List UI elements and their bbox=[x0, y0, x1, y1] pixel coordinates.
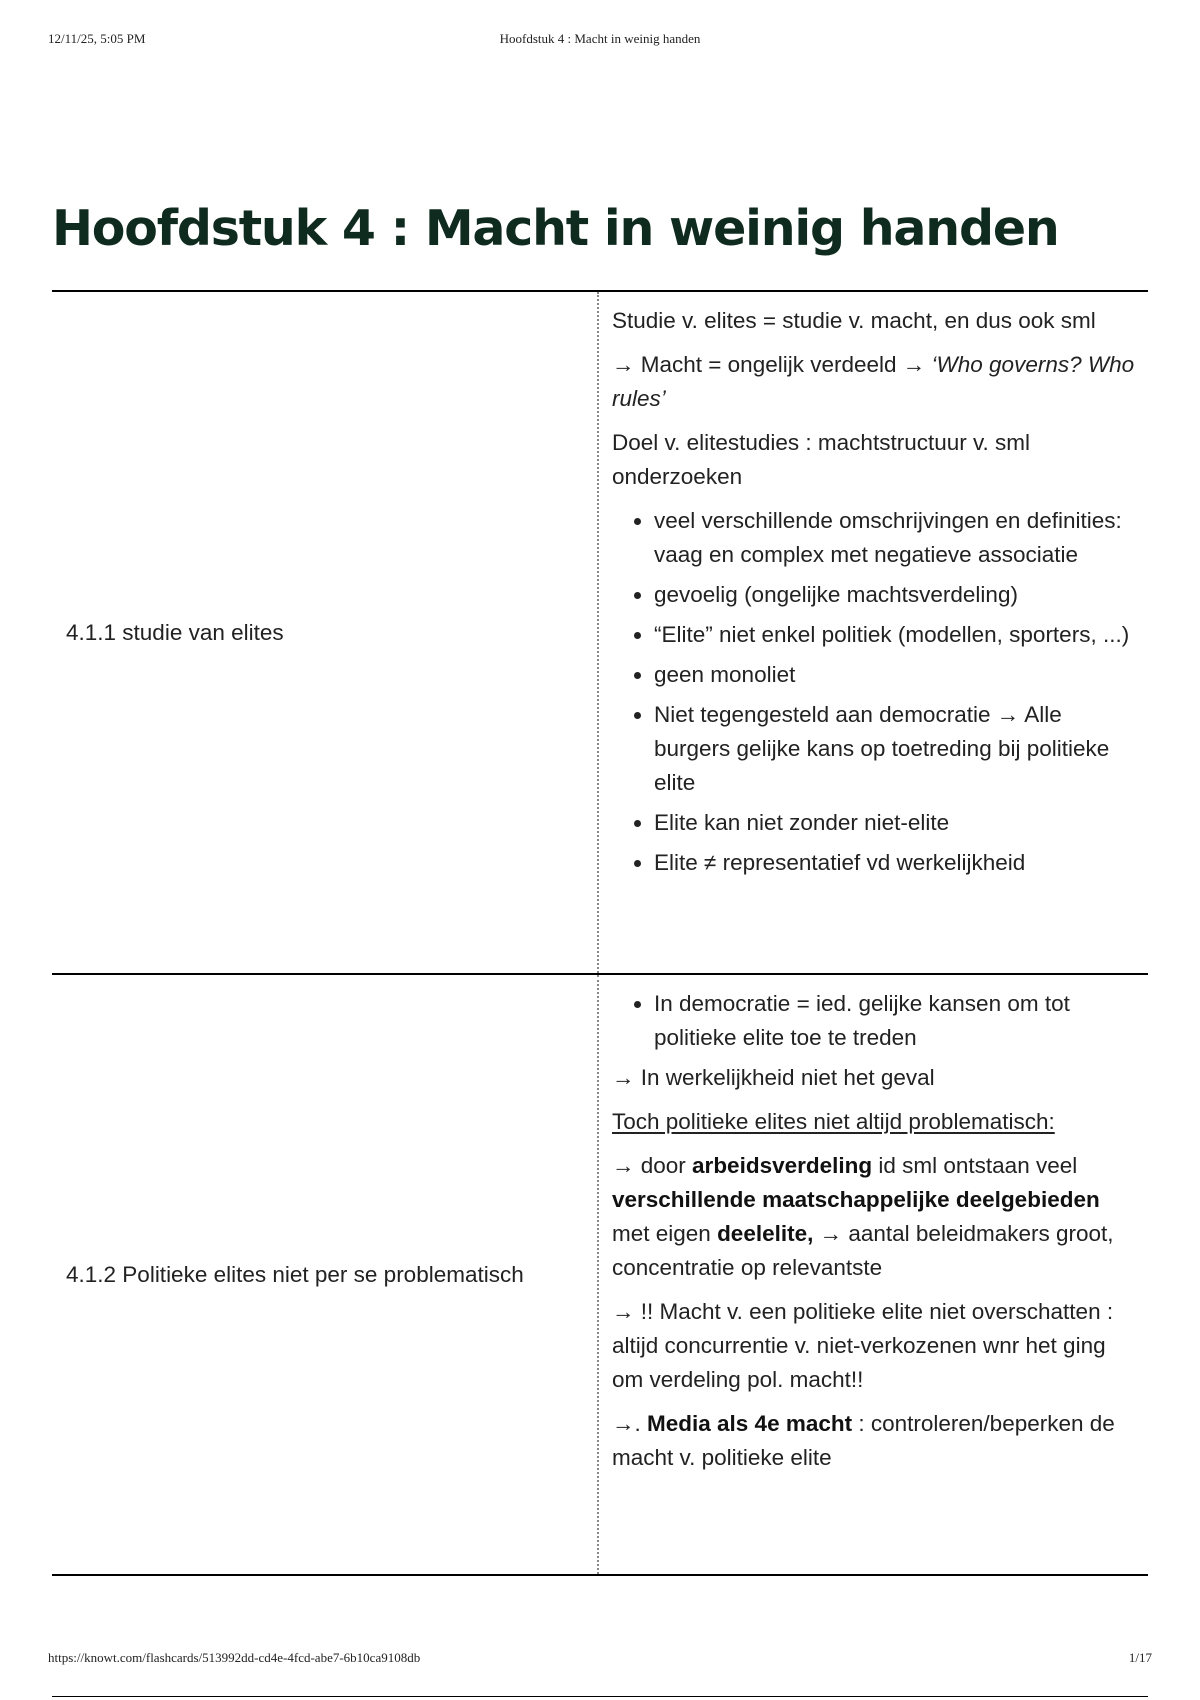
bullet-item: • Elite kan niet zonder niet-elite bbox=[654, 806, 1138, 840]
definition-text: → Macht = ongelijk verdeeld → bbox=[612, 352, 932, 377]
definition-paragraph bbox=[612, 348, 1138, 416]
definition-text: →. bbox=[612, 1411, 648, 1436]
definition-paragraph: Studie v. elites = studie v. macht, en dus ook sml bbox=[612, 308, 1096, 333]
print-header bbox=[48, 31, 1152, 51]
card-definition bbox=[599, 292, 1148, 973]
definition-text: → aantal beleidmakers groot, concentratie op relevantste bbox=[612, 1221, 1114, 1280]
card-term bbox=[52, 292, 599, 973]
definition-text: → door bbox=[612, 1153, 693, 1178]
print-date: 12/11/25, 5:05 PM bbox=[48, 31, 146, 46]
bullet-item: • veel verschillende omschrijvingen en definities: vaag en complex met negatieve associatie bbox=[654, 504, 1138, 572]
definition-paragraph: → In werkelijkheid niet het geval bbox=[612, 1065, 935, 1090]
definition-paragraph bbox=[612, 1407, 1138, 1475]
definition-text: : controleren/beperken de macht v. politieke elite bbox=[612, 1411, 1115, 1470]
definition-bold-text: arbeidsverdeling bbox=[692, 1153, 873, 1178]
definition-paragraph: Doel v. elitestudies : machtstructuur v. sml onderzoeken bbox=[612, 430, 1031, 489]
definition-text: met eigen bbox=[612, 1221, 718, 1246]
card-definition bbox=[599, 975, 1148, 1574]
definition-italic-text: ‘Who governs? Who rules’ bbox=[612, 352, 1135, 411]
definition-underlined-text: Toch politieke elites niet altijd problematisch: bbox=[612, 1109, 1055, 1134]
print-footer bbox=[48, 1650, 1152, 1670]
flashcard-table bbox=[52, 290, 1148, 1576]
page-title: Hoofdstuk 4 : Macht in weinig handen bbox=[52, 200, 1059, 257]
definition-bold-text: verschillende maatschappelijke deelgebieden bbox=[612, 1187, 1100, 1212]
flashcard-row bbox=[52, 290, 1148, 973]
bullet-item: • In democratie = ied. gelijke kansen om tot politieke elite toe te treden bbox=[654, 987, 1138, 1055]
definition-bold-text: Media als 4e macht bbox=[647, 1411, 853, 1436]
flashcard-row bbox=[52, 973, 1148, 1576]
card-term-text: 4.1.1 studie van elites bbox=[66, 619, 284, 645]
page-bottom-rule bbox=[52, 1696, 1148, 1697]
card-term bbox=[52, 975, 599, 1574]
definition-paragraph bbox=[612, 1149, 1138, 1285]
bullet-item: • gevoelig (ongelijke machtsverdeling) bbox=[654, 578, 1138, 612]
bullet-item: • Niet tegengesteld aan democratie → Alle burgers gelijke kans op toetreding bij politieke elite bbox=[654, 698, 1138, 800]
page-number: 1/17 bbox=[1128, 1650, 1152, 1665]
definition-paragraph: → !! Macht v. een politieke elite niet overschatten : altijd concurrentie v. niet-verkozenen wnr het ging om verdeling pol. macht!! bbox=[612, 1299, 1114, 1392]
source-url: https://knowt.com/flashcards/513992dd-cd4e-4fcd-abe7-6b10ca9108db bbox=[48, 1650, 421, 1665]
print-doc-title: Hoofdstuk 4 : Macht in weinig handen bbox=[499, 31, 701, 46]
bullet-item: • Elite ≠ representatief vd werkelijkheid bbox=[654, 846, 1138, 880]
definition-text: id sml ontstaan veel bbox=[872, 1153, 1078, 1178]
bullet-item: • “Elite” niet enkel politiek (modellen, sporters, ...) bbox=[654, 618, 1138, 652]
definition-bullet-list bbox=[612, 987, 1138, 1055]
card-term-text: 4.1.2 Politieke elites niet per se problematisch bbox=[66, 1261, 524, 1287]
definition-bold-text: deelelite, bbox=[717, 1221, 814, 1246]
bullet-item: • geen monoliet bbox=[654, 658, 1138, 692]
definition-paragraph bbox=[612, 1105, 1138, 1139]
definition-bullet-list bbox=[612, 504, 1138, 880]
